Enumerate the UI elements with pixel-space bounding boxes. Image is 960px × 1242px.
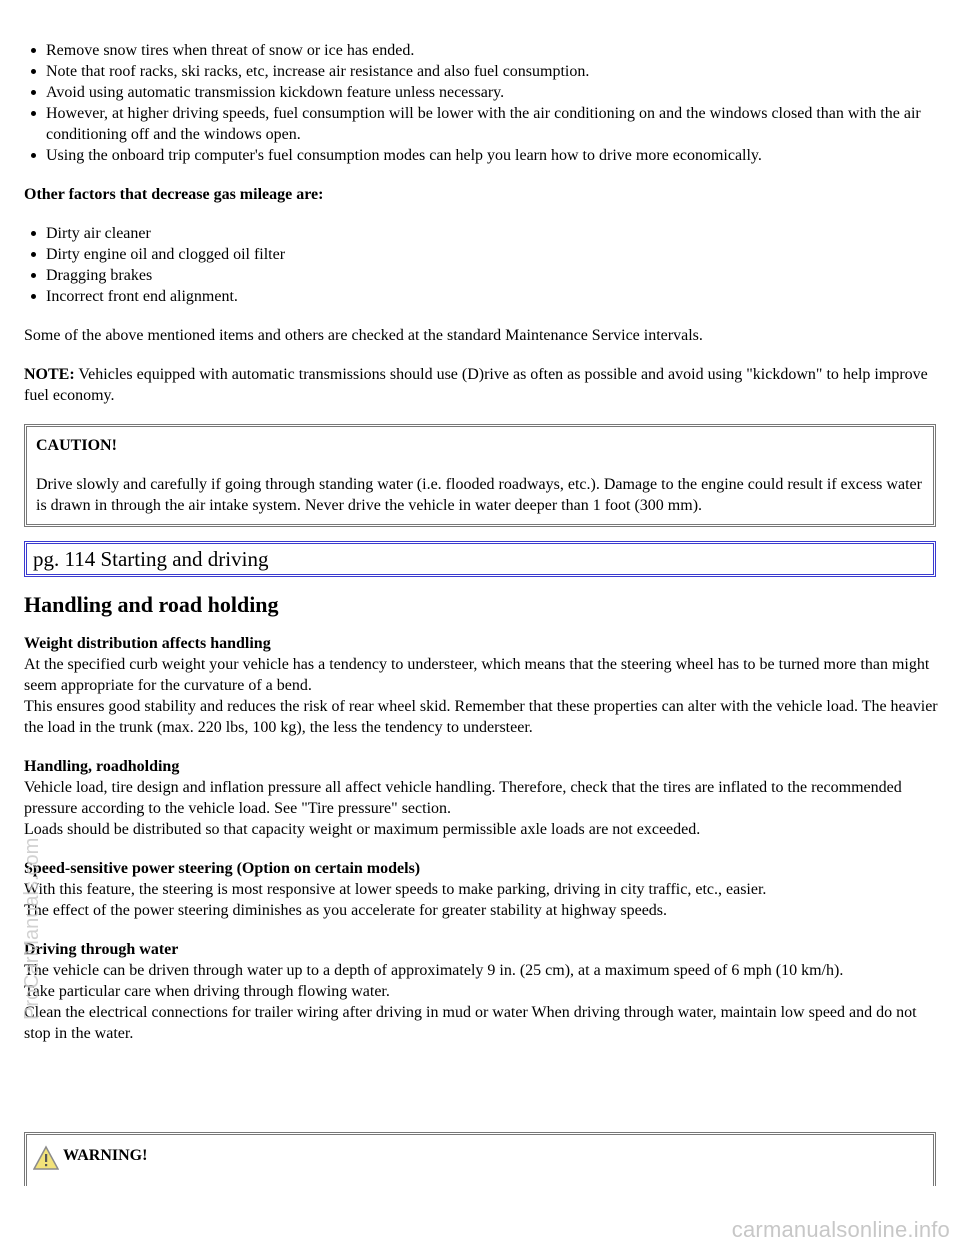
section-heading: Weight distribution affects handling [24,635,271,652]
section-text: The effect of the power steering diminishes as you accelerate for greater stability at highway speeds. [24,902,668,919]
list-item: Avoid using automatic transmission kickdown feature unless necessary. [24,82,940,103]
factors-list [24,223,940,307]
caution-text: Drive slowly and carefully if going through standing water (i.e. flooded roadways, etc.). Damage to the engine could result if excess water is drawn in through the air intake system. Never drive the vehicle in water deeper than 1 foot (300 mm). [36,476,922,514]
section-heading: Speed-sensitive power steering (Option on certain models) [24,860,421,877]
warning-title: WARNING! [63,1147,148,1164]
list-item: Incorrect front end alignment. [24,286,940,307]
section-text: Vehicle load, tire design and inflation pressure all affect vehicle handling. Therefore, check that the tires are inflated to the recommended pressure according to the vehicle load. See "Tire pressure" section. [24,779,902,817]
section-handling-roadholding [24,756,940,840]
document-page [21,40,940,1164]
warning-triangle-icon [33,1145,59,1171]
note-text: Vehicles equipped with automatic transmissions should use (D)rive as often as possible and avoid using "kickdown" to help improve fuel economy. [24,366,928,404]
section-heading: Driving through water [24,941,179,958]
page-reference: pg. 114 Starting and driving [24,541,936,577]
section-title: Handling and road holding [24,592,279,617]
warning-box [24,1132,936,1186]
list-item: Dirty engine oil and clogged oil filter [24,244,940,265]
fuel-tips-list [24,40,940,166]
list-item: Dragging brakes [24,265,940,286]
section-weight-distribution [24,633,940,738]
maintenance-text: Some of the above mentioned items and others are checked at the standard Maintenance Service intervals. [24,327,703,344]
bottom-watermark: carmanualsonline.info [731,1217,950,1242]
section-text: With this feature, the steering is most responsive at lower speeds to make parking, driving in city traffic, etc., easier. [24,881,767,898]
list-item: Dirty air cleaner [24,223,940,244]
list-item: Remove snow tires when threat of snow or ice has ended. [24,40,940,61]
note-paragraph [24,364,940,406]
section-text: Loads should be distributed so that capacity weight or maximum permissible axle loads are not exceeded. [24,821,701,838]
section-text: This ensures good stability and reduces the risk of rear wheel skid. Remember that these properties can alter with the vehicle load. The heavier the load in the trunk (max. 220 lbs, 100 kg), the less the tendency to understeer. [24,698,938,736]
caution-box [24,424,936,527]
caution-title: CAUTION! [36,437,117,454]
list-item: Note that roof racks, ski racks, etc, increase air resistance and also fuel consumption. [24,61,940,82]
section-heading: Handling, roadholding [24,758,180,775]
section-text: At the specified curb weight your vehicle has a tendency to understeer, which means that the steering wheel has to be turned more than might seem appropriate for the curvature of a bend. [24,656,930,694]
list-item: Using the onboard trip computer's fuel consumption modes can help you learn how to drive more economically. [24,145,940,166]
factors-heading: Other factors that decrease gas mileage are: [24,186,324,203]
section-text: Take particular care when driving through flowing water. [24,983,390,1000]
section-power-steering [24,858,940,921]
note-label: NOTE: [24,366,75,383]
section-text: Clean the electrical connections for trailer wiring after driving in mud or water When driving through water, maintain low speed and do not stop in the water. [24,1004,917,1042]
side-watermark: ProCarManuals.com [21,837,43,1020]
section-text: The vehicle can be driven through water up to a depth of approximately 9 in. (25 cm), at a maximum speed of 6 mph (10 km/h). [24,962,844,979]
list-item: However, at higher driving speeds, fuel consumption will be lower with the air conditioning on and the windows closed than with the air conditioning off and the windows open. [24,103,940,145]
